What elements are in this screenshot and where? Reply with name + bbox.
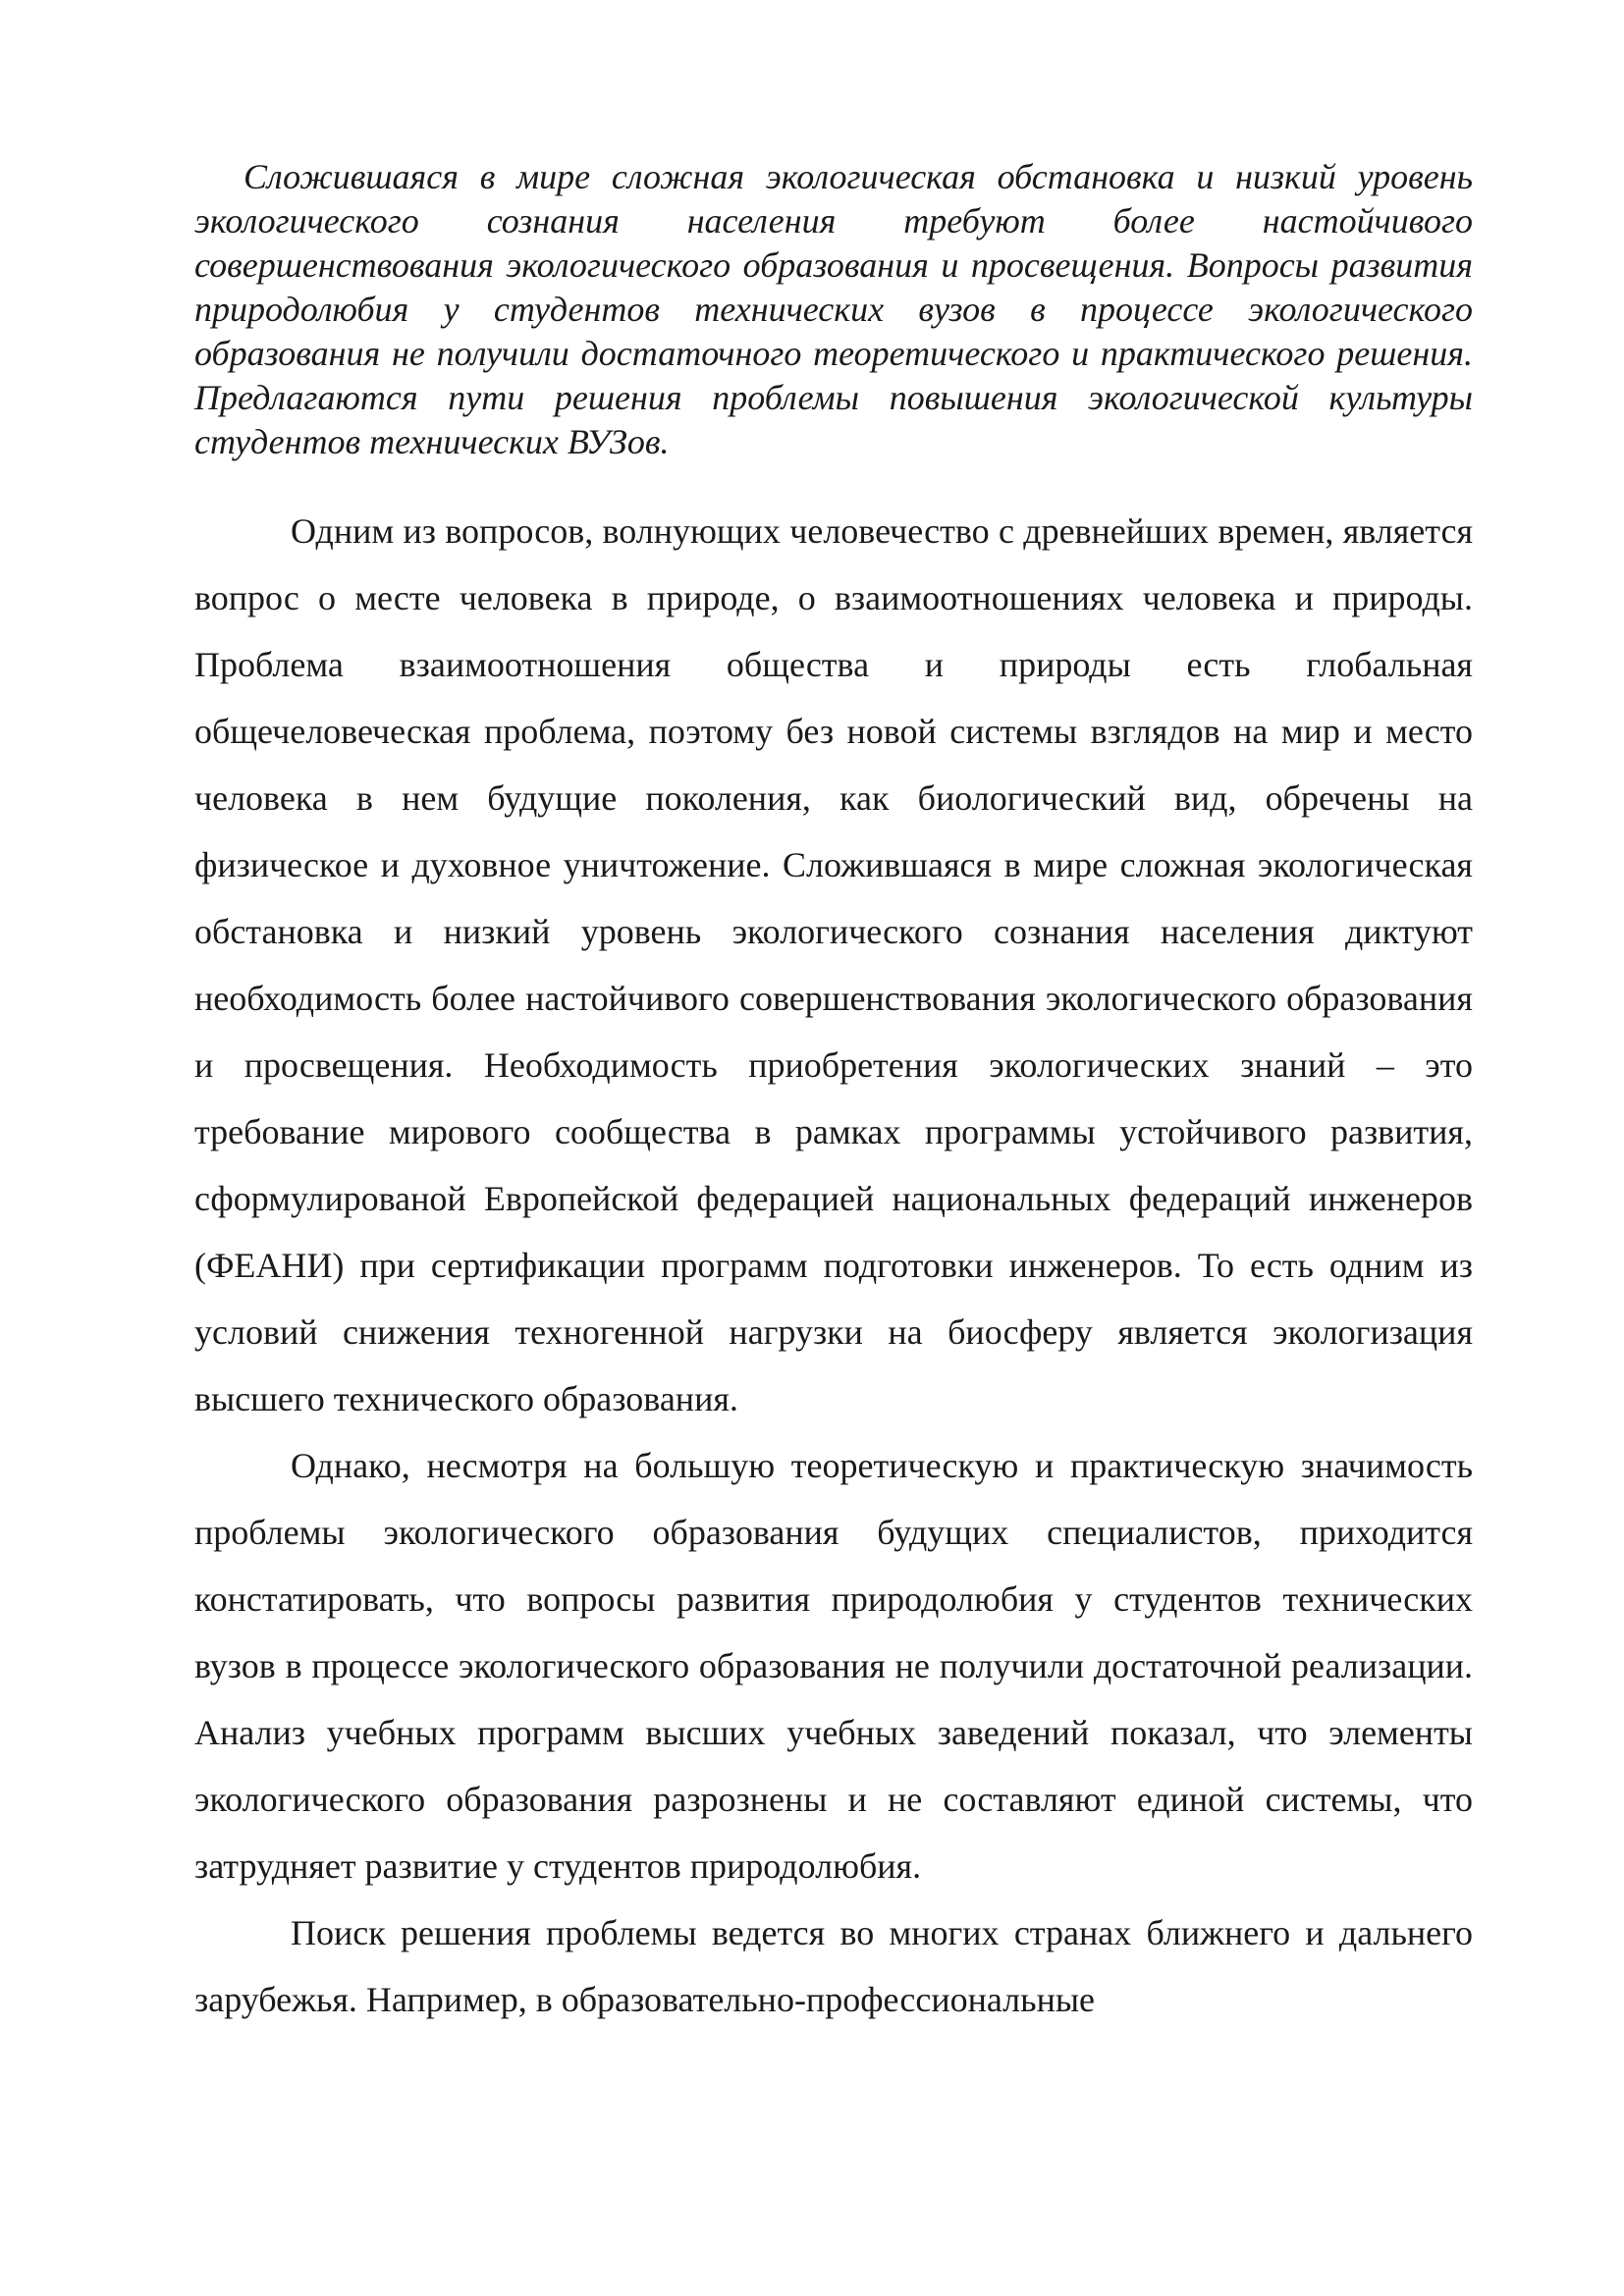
document-page	[194, 155, 1473, 2033]
abstract-paragraph: Сложившаяся в мире сложная экологическая обстановка и низкий уровень экологического сознания населения требуют более настойчивого совершенствования экологического образования и просвещения. Вопросы развития природолюбия у студентов технических вузов в процессе экологического образования не получили достаточного теоретического и практического решения. Предлагаются пути решения проблемы повышения экологической культуры студентов технических ВУЗов.	[194, 157, 1473, 461]
body-paragraph-3: Поиск решения проблемы ведется во многих странах ближнего и дальнего зарубежья. Например, в образовательно-профессиональные	[194, 1913, 1473, 2019]
body-paragraph-2: Однако, несмотря на большую теоретическую и практическую значимость проблемы экологического образования будущих специалистов, приходится констатировать, что вопросы развития природолюбия у студентов технических вузов в процессе экологического образования не получили достаточной реализации. Анализ учебных программ высших учебных заведений показал, что элементы экологического образования разрознены и не составляют единой системы, что затрудняет развитие у студентов природолюбия.	[194, 1446, 1473, 1886]
body-paragraph-1: Одним из вопросов, волнующих человечество с древнейших времен, является вопрос о месте человека в природе, о взаимоотношениях человека и природы. Проблема взаимоотношения общества и природы есть глобальная общечеловеческая проблема, поэтому без новой системы взглядов на мир и место человека в нем будущие поколения, как биологический вид, обречены на физическое и духовное уничтожение. Сложившаяся в мире сложная экологическая обстановка и низкий уровень экологического сознания населения диктуют необходимость более настойчивого совершенствования экологического образования и просвещения. Необходимость приобретения экологических знаний – это требование мирового сообщества в рамках программы устойчивого развития, сформулированой Европейской федерацией национальных федераций инженеров (ФЕАНИ) при сертификации программ подготовки инженеров. То есть одним из условий снижения техногенной нагрузки на биосферу является экологизация высшего технического образования.	[194, 511, 1473, 1418]
